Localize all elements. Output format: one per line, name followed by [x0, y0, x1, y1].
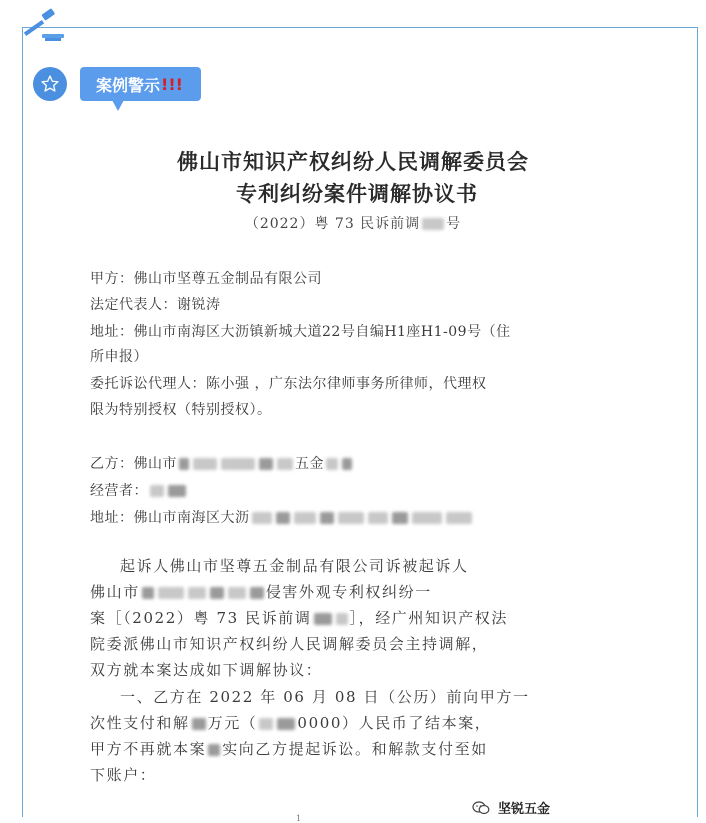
- exclamation-marks: !!!: [161, 74, 183, 94]
- document-title-line2: 专利纠纷案件调解协议书: [236, 182, 478, 206]
- party-a-agent-line1: 委托诉讼代理人：陈小强 ，广东法尔律师事务所律师，代理权: [90, 376, 487, 392]
- document-title-line1: 佛山市知识产权纠纷人民调解委员会: [177, 150, 529, 174]
- footer-brand: [472, 798, 550, 817]
- badge-text: 案例警示: [96, 75, 161, 95]
- party-b-address: 地址：佛山市南海区大沥: [90, 507, 474, 527]
- party-a-name: 甲方：佛山市坚尊五金制品有限公司: [90, 271, 322, 287]
- party-a-address-line1: 地址：佛山市南海区大沥镇新城大道22号自编H1座H1-09号（住: [90, 324, 511, 340]
- body-p1-line4: 院委派佛山市知识产权纠纷人民调解委员会主持调解，: [90, 635, 489, 653]
- party-a-agent-line2: 限为特别授权（特别授权）。: [90, 402, 272, 418]
- badge-tail: [112, 100, 124, 111]
- star-badge: [33, 67, 67, 101]
- party-a-address-line2: 所申报）: [90, 349, 148, 365]
- party-b-name: 乙方：佛山市 五金: [90, 453, 354, 473]
- case-warning-badge: [80, 67, 201, 101]
- brand-name: 坚锐五金: [498, 802, 551, 817]
- party-b-operator: 经营者：: [90, 480, 188, 500]
- body-p2-line3: 甲方不再就本案 实向乙方提起诉讼。和解款支付至如: [90, 740, 488, 758]
- party-a-legal-rep: 法定代表人：谢锐涛: [90, 297, 221, 313]
- star-icon: [40, 74, 60, 94]
- body-p1-line5: 双方就本案达成如下调解协议：: [90, 661, 323, 679]
- body-p1-line3: 案［（2022）粤 73 民诉前调 ］，经广州知识产权法: [90, 609, 509, 627]
- redacted-block: [422, 218, 444, 230]
- page-number: 1: [296, 814, 302, 823]
- wechat-icon: [472, 801, 490, 815]
- gavel-icon: [22, 8, 66, 44]
- body-p1-line2: 佛山市 侵害外观专利权纠纷一: [90, 583, 432, 601]
- body-p2-line2: 次性支付和解 万元（ 0000）人民币了结本案，: [90, 714, 492, 732]
- body-p1-line1: 起诉人佛山市坚尊五金制品有限公司诉被起诉人: [120, 557, 469, 575]
- body-p2-line1: 一、乙方在 2022 年 06 月 08 日（公历）前向甲方一: [120, 688, 530, 706]
- document-number: （2022）粤 73 民诉前调 号: [244, 216, 462, 232]
- body-p2-line4: 下账户：: [90, 766, 157, 784]
